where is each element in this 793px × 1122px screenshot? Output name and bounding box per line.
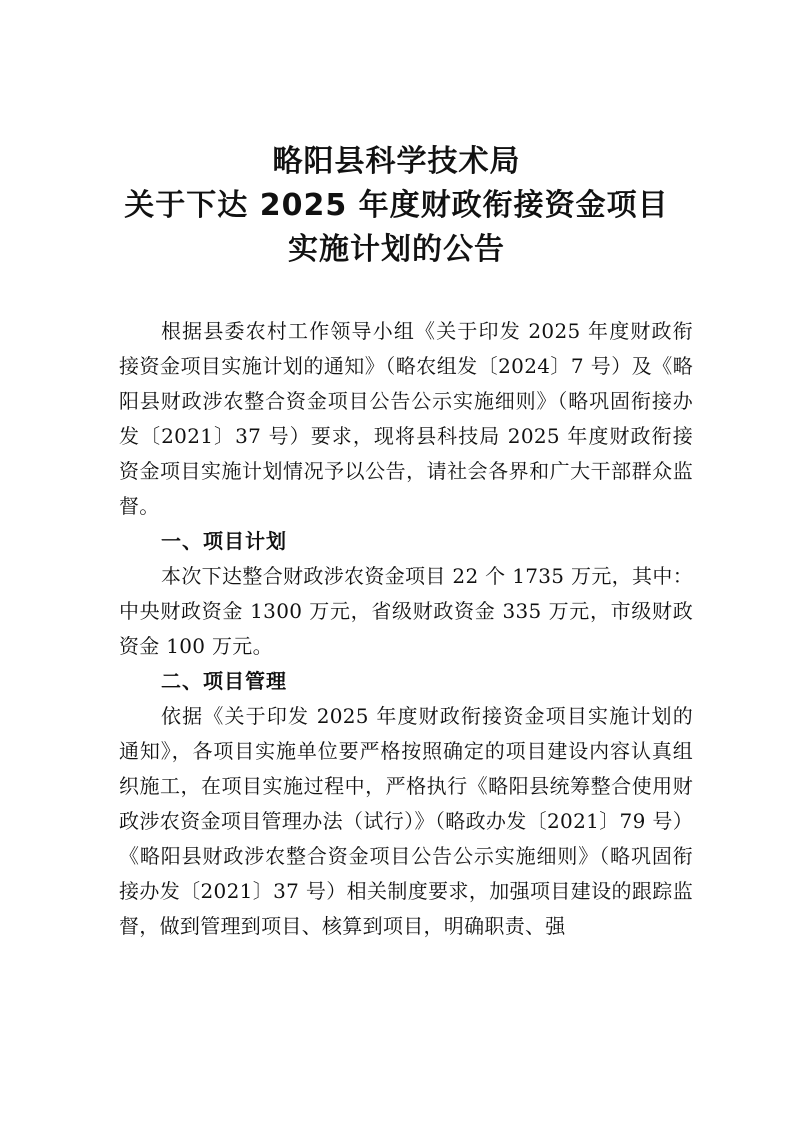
document-title	[0, 140, 793, 272]
section-plan-text: 本次下达整合财政涉农资金项目 22 个 1735 万元，其中：中央财政资金 1300 万元，省级财政资金 335 万元，市级财政资金 100 万元。	[119, 564, 693, 658]
title-line-2: 关于下达 2025 年度财政衔接资金项目	[124, 188, 669, 223]
section-heading-management: 二、项目管理	[161, 669, 287, 693]
title-line-1: 略阳县科学技术局	[272, 144, 521, 179]
intro-paragraph: 根据县委农村工作领导小组《关于印发 2025 年度财政衔接资金项目实施计划的通知》（略农组发〔2024〕7 号）及《略阳县财政涉农整合资金项目公告公示实施细则》（略巩固衔接办发〔2021〕37 号）要求，现将县科技局 2025 年度财政衔接资金项目实施计划情况予以公告，请社会各界和广大干部群众监督。	[119, 319, 693, 518]
section-heading-plan: 一、项目计划	[161, 529, 287, 553]
title-line-3: 实施计划的公告	[288, 232, 505, 267]
document-body	[119, 314, 693, 944]
section-management-text: 依据《关于印发 2025 年度财政衔接资金项目实施计划的通知》，各项目实施单位要严格按照确定的项目建设内容认真组织施工，在项目实施过程中，严格执行《略阳县统筹整合使用财政涉农资金项目管理办法（试行）》（略政办发〔2021〕79 号）《略阳县财政涉农整合资金项目公告公示实施细则》（略巩固衔接办发〔2021〕37 号）相关制度要求，加强项目建设的跟踪监督，做到管理到项目、核算到项目，明确职责、强	[119, 704, 693, 938]
